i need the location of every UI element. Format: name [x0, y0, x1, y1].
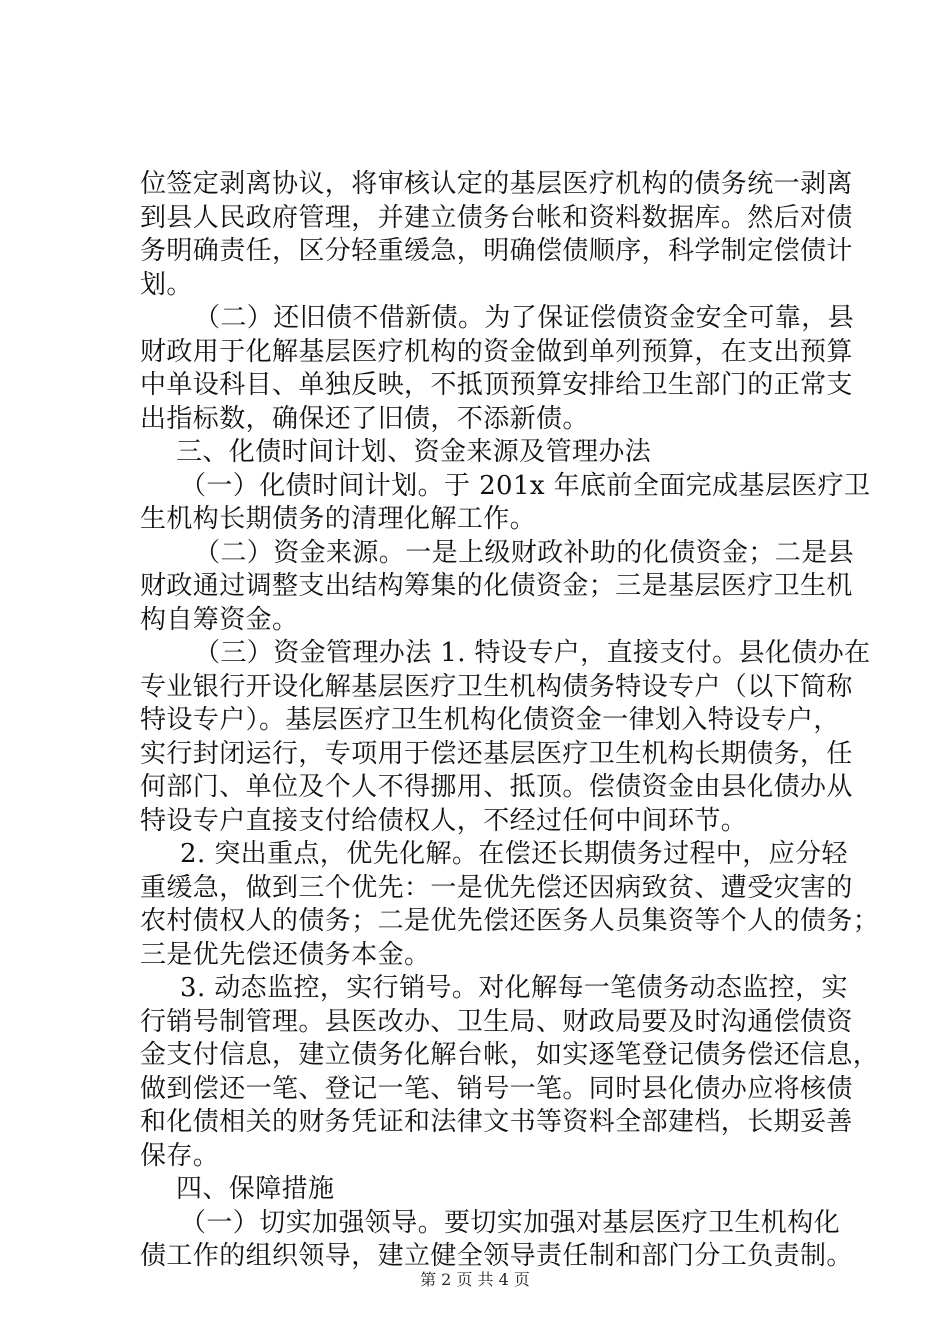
- text-line: 生机构长期债务的清理化解工作。: [140, 504, 537, 534]
- text-line: 特设专户）。基层医疗卫生机构化债资金一律划入特设专户，: [140, 705, 840, 735]
- text-line: （一）化债时间计划。于 201x 年底前全面完成基层医疗卫: [180, 470, 871, 501]
- text-line: 特设专户直接支付给债权人，不经过任何中间环节。: [140, 805, 748, 836]
- document-body: [140, 168, 880, 1274]
- text-line: 何部门、单位及个人不得挪用、抵顶。偿债资金由县化债办从: [140, 772, 853, 802]
- paragraph: [140, 537, 855, 638]
- paragraph: [140, 470, 871, 537]
- paragraph: [140, 1207, 853, 1274]
- text-line: 和化债相关的财务凭证和法律文书等资料全部建档，长期妥善: [140, 1107, 853, 1137]
- text-line: 四、保障措施: [176, 1174, 335, 1204]
- text-line: 三是优先偿还债务本金。: [140, 939, 431, 970]
- page-footer: 第 2 页 共 4 页: [420, 1270, 530, 1289]
- paragraph: [140, 302, 855, 436]
- text-line: 出指标数，确保还了旧债，不添新债。: [140, 403, 589, 434]
- text-line: （二）资金来源。一是上级财政补助的化债资金；二是县: [194, 537, 855, 568]
- paragraph: [140, 168, 853, 302]
- text-line: 财政用于化解基层医疗机构的资金做到单列预算，在支出预算: [140, 336, 853, 367]
- text-line: 实行封闭运行，专项用于偿还基层医疗卫生机构长期债务，任: [140, 738, 853, 769]
- paragraph: [140, 838, 880, 972]
- text-line: 三、化债时间计划、资金来源及管理办法: [176, 437, 652, 467]
- text-line: 做到偿还一笔、登记一笔、销号一笔。同时县化债办应将核债: [140, 1073, 853, 1104]
- text-line: 2. 突出重点，优先化解。在偿还长期债务过程中，应分轻: [180, 839, 848, 869]
- paragraph: [140, 1173, 830, 1207]
- text-line: 务明确责任，区分轻重缓急，明确偿债顺序，科学制定偿债计: [140, 236, 853, 266]
- text-line: （一）切实加强领导。要切实加强对基层医疗卫生机构化: [180, 1207, 841, 1238]
- text-line: 财政通过调整支出结构筹集的化债资金；三是基层医疗卫生机: [140, 571, 853, 601]
- text-line: 重缓急，做到三个优先：一是优先偿还因病致贫、遭受灾害的: [140, 872, 853, 903]
- text-line: 专业银行开设化解基层医疗卫生机构债务特设专户（以下简称: [140, 671, 853, 702]
- paragraph: [140, 436, 830, 470]
- text-line: 行销号制管理。县医改办、卫生局、财政局要及时沟通偿债资: [140, 1006, 853, 1037]
- text-line: （三）资金管理办法 1. 特设专户，直接支付。县化债办在: [194, 638, 871, 668]
- text-line: 金支付信息，建立债务化解台帐，如实逐笔登记债务偿还信息，: [140, 1040, 880, 1070]
- text-line: 农村债权人的债务；二是优先偿还医务人员集资等个人的债务；: [140, 906, 880, 936]
- text-line: 划。: [140, 269, 193, 300]
- paragraph: [140, 637, 871, 838]
- text-line: 保存。: [140, 1140, 220, 1171]
- text-line: 位签定剥离协议，将审核认定的基层医疗机构的债务统一剥离: [140, 169, 853, 199]
- text-line: 到县人民政府管理，并建立债务台帐和资料数据库。然后对债: [140, 202, 853, 233]
- text-line: 3. 动态监控，实行销号。对化解每一笔债务动态监控，实: [180, 973, 848, 1003]
- paragraph: [140, 972, 880, 1173]
- text-line: 中单设科目、单独反映，不抵顶预算安排给卫生部门的正常支: [140, 370, 853, 400]
- text-line: （二）还旧债不借新债。为了保证偿债资金安全可靠，县: [194, 303, 855, 333]
- text-line: 构自筹资金。: [140, 604, 299, 635]
- text-line: 债工作的组织领导，建立健全领导责任制和部门分工负责制。: [140, 1241, 853, 1271]
